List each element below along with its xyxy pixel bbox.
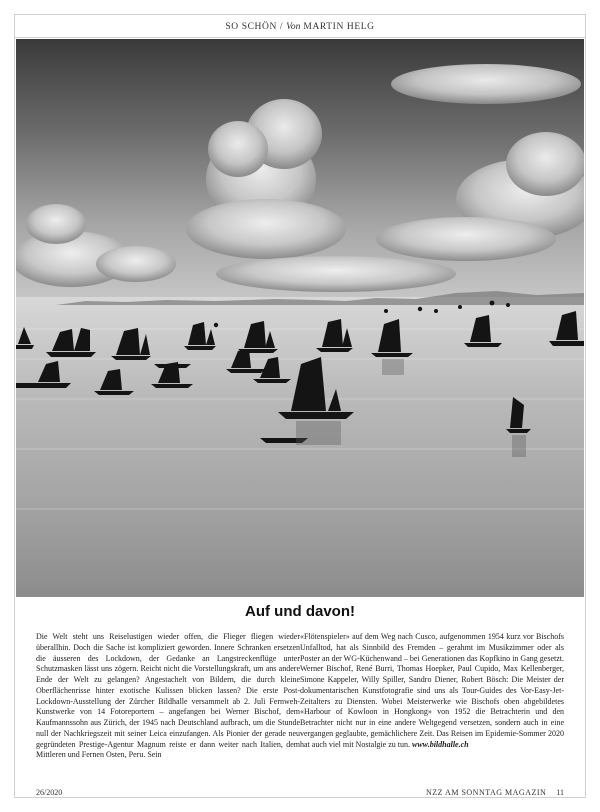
page-kicker xyxy=(0,22,600,32)
feature-photo xyxy=(16,39,584,597)
footer-publication xyxy=(426,788,564,797)
article-headline: Auf und davon! xyxy=(245,603,355,620)
harbour-photo-illustration xyxy=(16,39,584,597)
section-label: SO SCHÖN xyxy=(225,22,277,32)
page-number: 11 xyxy=(556,788,564,797)
header-rule xyxy=(14,37,586,38)
publication-name: NZZ AM SONNTAG MAGAZIN xyxy=(425,788,547,797)
kicker-separator: / xyxy=(279,22,284,32)
byline-prefix: Von xyxy=(286,22,301,32)
website-link[interactable]: www.bildhalle.ch xyxy=(411,739,469,749)
article-column-right xyxy=(300,632,564,750)
sea xyxy=(16,297,584,597)
article-column-right-text: «Flötenspieler» auf dem Weg nach Cusco, aufgenommen 1954 kurz vor Bischofs Unfalltod, hat als Sinnbild des Fremden – gerahmt im Musikzimmer oder als Poster an der WG-Küchenwand – bei Generationen das Kopfkino in Gang gesetzt. Werner Bischof, René Burri, Thomas Hoepker, Paul Cupido, Max Kellenberger, Simone Kappeler, Willy Spiller, Sandro Diener, Robert Bösch: Die Meister der dokumentarischen Kunstfotografie sind uns als Tour-Guides des Vor-Easy-Jet-Zeitalters zu Diensten. Wobei Meisterwerke wie Bischofs oben abgebildetes «Harbour of Kowloon in Hongkong» von 1952 die Betrachterin und den Betrachter nicht nur in eine andere Weltgegend versetzen, sondern auch in eine vergangen geglaubte, gemächlichere Zeit. Das Reisen im Epidemie-Sommer 2020 hat auch viel mit Nostalgie zu tun. xyxy=(300,632,564,749)
author-name: MARTIN HELG xyxy=(303,22,375,32)
issue-number: 26/2020 xyxy=(36,788,63,797)
article-column-left: Die Welt steht uns Reiselustigen wieder offen, die Flieger fliegen wieder überallhin. Doch die Sache ist kompliziert geworden. Innere Schranken ersetzen die äusseren des Lockdown, der Gedanke an Langstreckenflüge unter Schutzmasken lässt uns zögern. Reicht nicht die Vorstellungskraft, um ans andere Ende der Welt zu gelangen? Angestachelt von Bildern, die durch kleine Oberflächenrisse hinter exotische Kulissen blicken lassen? Die erste Post-Lockdown-Ausstellung der Zürcher Bildhalle versammelt ab 2. Juli Fernweh-Kunstwerke von 14 Fotoreportern – angefangen bei Werner Bischof, dem Kaufmannssohn aus Zürich, der 1945 nach Deutschland aufbrach, um die Stunde null der Nachkriegszeit mit seiner Leica einzufangen. Als Pionier der gerade neu gegründeten Prestige-Agentur Magnum reiste er dann weiter nach Italien, dem Mittleren und Fernen Osten, Peru. Sein xyxy=(36,632,300,760)
